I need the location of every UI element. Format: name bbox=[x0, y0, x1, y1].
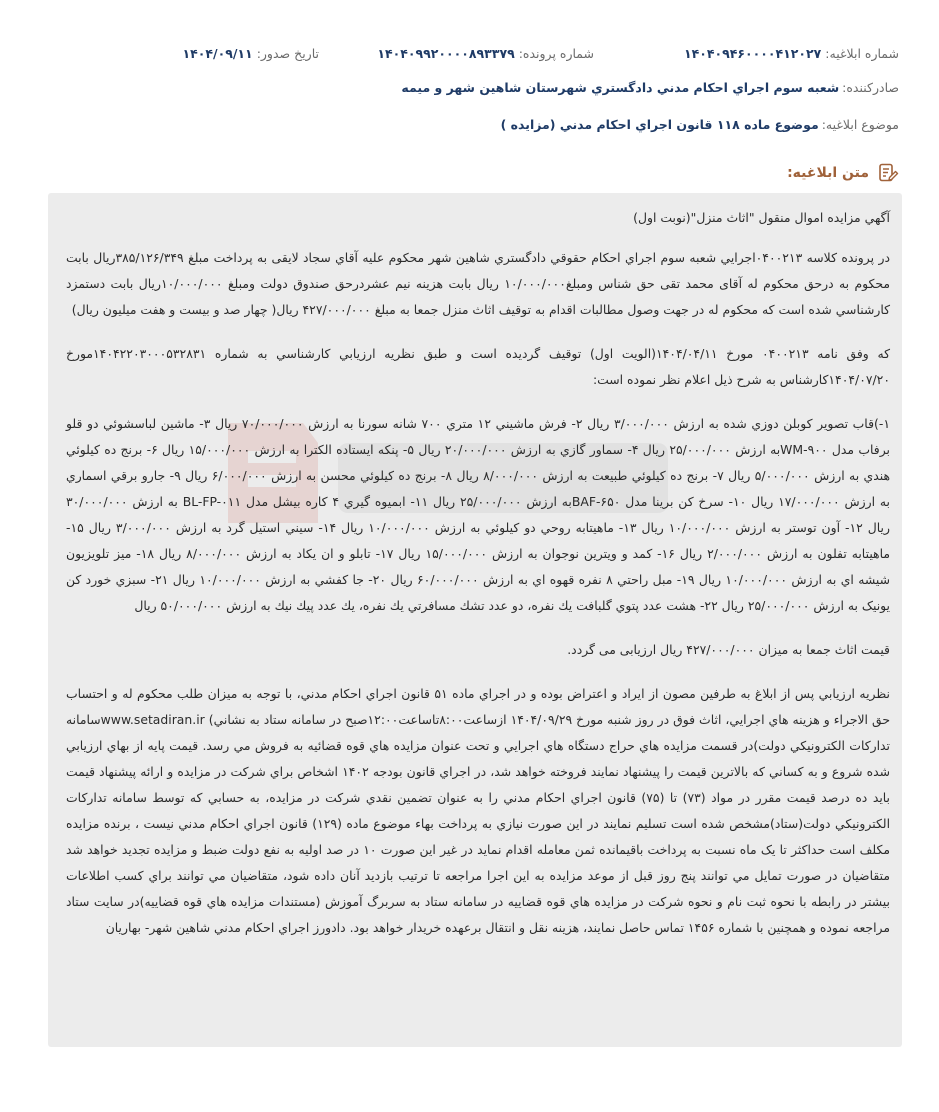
paragraph-items-list: ۱-)قاب تصوير کوبلن دوزي شده به ارزش ۳/۰۰۰/۰۰۰ ريال ۲- فرش ماشيني ۱۲ متري ۷۰۰ شانه سورنا به ارزش ۷۰/۰۰۰/۰۰۰ ريال ۳- ماشين لباسشوئي دو قلو برفاب مدل WM-۹۰۰به ارزش ۲۵/۰۰۰/۰۰۰ ريال ۴- سماور گازي به ارزش ۲۰/۰۰۰/۰۰۰ ريال ۵- پنکه ايستاده الکترا به ارزش ۱۵/۰۰۰/۰۰۰ ريال ۶- برنج ده کيلوئي هندي به ارزش ۵/۰۰۰/۰۰۰ ريال ۷- برنج ده کيلوئي طبيعت به ارزش ۸/۰۰۰/۰۰۰ ريال ۸- برنج ده کيلوئي محسن به ارزش ۶/۰۰۰/۰۰۰ ريال ۹- جارو برقي اسماري به ارزش ۱۷/۰۰۰/۰۰۰ ريال ۱۰- سرخ کن برينا مدل BAF-۶۵۰به ارزش ۲۵/۰۰۰/۰۰۰ ريال ۱۱- ابميوه گيري ۴ کاره بيشل مدل BL-FP-۰۱۱ به ارزش ۳۰/۰۰۰/۰۰۰ ريال ۱۲- آون توستر به ارزش ۱۰/۰۰۰/۰۰۰ ريال ۱۳- ماهيتابه روحي دو کيلوئي به ارزش ۱۰/۰۰۰/۰۰۰ ريال ۱۴- سيني استيل گرد به ارزش ۳/۰۰۰/۰۰۰ ريال ۱۵- ماهيتابه تفلون به ارزش ۲/۰۰۰/۰۰۰ ريال ۱۶- کمد و ويترين نوجوان به ارزش ۱۵/۰۰۰/۰۰۰ ريال ۱۷- تابلو و ان يکاد به ارزش ۸/۰۰۰/۰۰۰ ريال ۱۸- ميز تلويزيون شيشه اي به ارزش ۱۰/۰۰۰/۰۰۰ ريال ۱۹- مبل راحتي ۸ نفره قهوه اي به ارزش ۶۰/۰۰۰/۰۰۰ ريال ۲۰- جا کفشي به ارزش ۱۰/۰۰۰/۰۰۰ ريال ۲۱- سبزي خورد کن يونيک به ارزش ۲۵/۰۰۰/۰۰۰ ريال ۲۲- هشت عدد پتوي گلبافت يك نفره، دو عدد تشك مسافرتي يك نفره، يك عدد پيك نيك به ارزش ۵۰/۰۰۰/۰۰۰ ريال bbox=[66, 416, 891, 613]
issue-date-value: ۱۴۰۴/۰۹/۱۱ bbox=[182, 46, 253, 61]
notice-meta-row bbox=[30, 46, 899, 66]
subject-label: موضوع ابلاغيه: bbox=[821, 117, 899, 132]
notice-text-heading bbox=[787, 161, 899, 185]
subject-value: موضوع ماده ۱۱۸ قانون اجراي احکام مدني (مزايده ) bbox=[500, 117, 819, 132]
issue-date bbox=[183, 46, 319, 61]
notice-number-label: شماره ابلاغيه: bbox=[825, 46, 899, 61]
paragraph-auction-terms: نظريه ارزيابي پس از ابلاغ به طرفين مصون از ايراد و اعتراض بوده و در اجراي ماده ۵۱ قانون اجراي احکام مدني، با توجه به ميزان طلب محکوم له و احتساب حق الاجراء و هزينه هاي اجرايي، اثاث فوق در روز شنبه مورخ ۱۴۰۴/۰۹/۲۹ ازساعت۸:۰۰تاساعت۱۲:۰۰صبح در سامانه ستاد به نشاني) www.setadiran.irسامانه تدارکات الکترونيکي دولت)در قسمت مزايده هاي حراج دستگاه هاي اجرايي و تحت عنوان مزايده هاي قوه قضائيه به فروش مي رسد. قيمت پايه از بهاي ارزيابي شده شروع و به کساني که بالاترين قيمت را پيشنهاد نمايند فروخته خواهد شد، در اجراي قانون بودجه ۱۴۰۲ اشخاص براي شرکت در مزايده و ارائه پيشنهاد قيمت بايد ده درصد قيمت مقرر در مواد (۷۳) تا (۷۵) قانون اجراي احکام مدني را به عنوان تضمين نقدي شرکت در مزايده، به حسابي که توسط سامانه تدارکات الکترونيکي دولت(ستاد)مشخص شده است تسليم نمايند در اين صورت نيازي به پرداخت بهاء موضوع ماده (۱۲۹) قانون اجراي احکام مدني نيست ، برنده مزايده مکلف است حداکثر تا يک ماه نسبت به پرداخت باقيمانده ثمن معامله اقدام نمايد در غير اين صورت ۱۰ در صد اوليه به نفع دولت ضبط و مزايده تجديد خواهد شد متقاضيان در صورت تمايل مي توانند پنج روز قبل از موعد مزايده به اين اجرا مراجعه تا ترتيب بازديد آنان داده شود، متقاضيان مي توانند براي کسب اطلاعات بيشتر در رابطه با نحوه ثبت نام و نحوه شرکت در مزايده هاي قوه قضاييه در سامانه ستاد به سربرگ آموزش (مستندات مزايده هاي قوه قضاييه)در سايت ستاد مراجعه نموده و همچنين با شماره ۱۴۵۶ تماس حاصل نمايند، هزينه نقل و انتقال برعهده خريدار خواهد بود. دادورز اجراي احکام مدني شاهين شهر- بهاريان bbox=[66, 686, 891, 935]
case-number bbox=[377, 46, 594, 61]
document-edit-icon bbox=[877, 162, 899, 184]
auction-title: آگهي مزايده اموال منقول "اثاث منزل"(نوبت اول) bbox=[633, 210, 890, 225]
notice-number bbox=[684, 46, 899, 61]
case-number-value: ۱۴۰۴۰۹۹۲۰۰۰۰۸۹۳۳۷۹ bbox=[377, 46, 515, 61]
notice-text-heading-label: متن ابلاغيه: bbox=[787, 165, 869, 181]
paragraph-case-details: در پرونده کلاسه ۰۴۰۰۲۱۳اجرايي شعبه سوم اجراي احكام حقوقي دادگستري شاهين شهر محکوم عليه آقاي سجاد لايقی به پرداخت مبلغ ۳۸۵/۱۲۶/۳۴۹ريال بابت محکوم به درحق محکوم له آقای محمد تقی حق شناس ومبلغ۱۰/۰۰۰/۰۰۰ ريال بابت هزينه نيم عشردرحق صندوق دولت ومبلغ ۱۰/۰۰۰/۰۰۰ريال بابت دستمزد کارشناسي شده است که محکوم له در جهت وصول مطالبات اقدام به توقيف اثاث منزل جمعا به مبلغ ۴۲۷/۰۰۰/۰۰۰ ريال( چهار صد و بيست و هفت ميليون ريال) bbox=[66, 250, 890, 317]
issuer-row bbox=[30, 80, 899, 95]
subject-row bbox=[30, 117, 899, 132]
issuer-value: شعبه سوم اجراي احكام مدني دادگستري شهرستان شاهين شهر و ميمه bbox=[401, 80, 840, 95]
paragraph-total-value: قيمت اثاث جمعا به ميزان ۴۲۷/۰۰۰/۰۰۰ ريال ارزيابی می گردد. bbox=[567, 642, 890, 657]
notice-number-value: ۱۴۰۴۰۹۴۶۰۰۰۰۴۱۲۰۲۷ bbox=[683, 46, 822, 61]
notice-text-content bbox=[66, 205, 890, 941]
issue-date-label: تاريخ صدور: bbox=[256, 46, 319, 61]
notice-text-box bbox=[48, 193, 902, 1047]
issuer-label: صادرکننده: bbox=[842, 80, 899, 95]
paragraph-seizure: که وفق نامه ۰۴۰۰۲۱۳ مورخ ۱۴۰۴/۰۴/۱۱(الويت اول) توقيف گرديده است و طبق نظريه ارزيابي کارشناسي به شماره ۱۴۰۴۲۲۰۳۰۰۰۵۳۲۸۳۱مورخ ۱۴۰۴/۰۷/۲۰کارشناس به شرح ذيل اعلام نظر نموده است: bbox=[66, 346, 891, 387]
case-number-label: شماره پرونده: bbox=[518, 46, 594, 61]
